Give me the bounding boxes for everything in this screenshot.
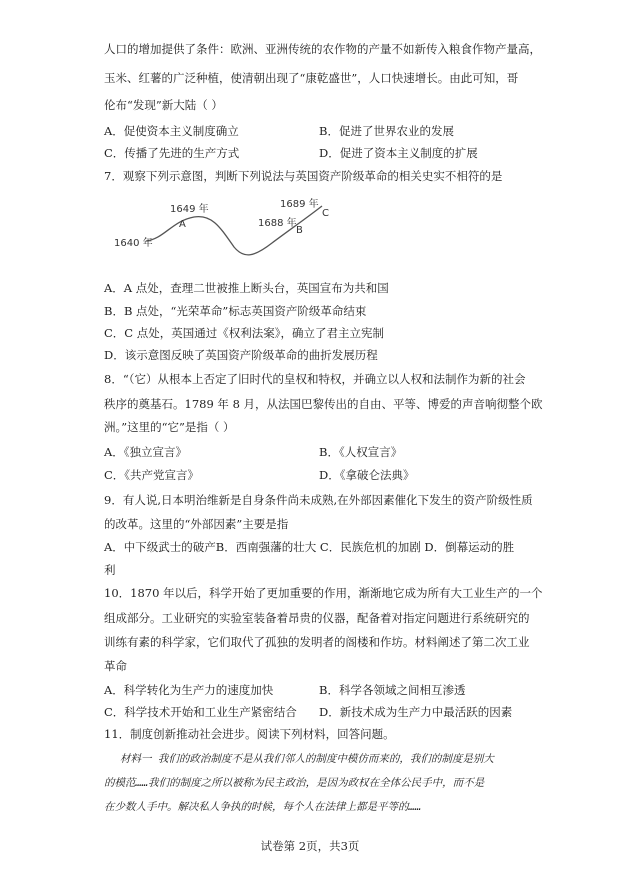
q7-option-b[interactable]: B．B 点处，“光荣革命”标志英国资产阶级革命结束 [104,304,367,318]
point-a-label: A [179,219,186,230]
q8-stem-line-3: 洲。”这里的“它”是指（ ） [104,420,235,434]
q8-option-b[interactable]: B．《人权宣言》 [319,445,403,459]
q7-option-d[interactable]: D．该示意图反映了英国资产阶级革命的曲折发展历程 [104,348,378,362]
q10-option-b[interactable]: B．科学各领域之间相互渗透 [319,683,466,697]
q10-stem-line-3: 训练有素的科学家，它们取代了孤独的发明者的阁楼和作坊。材料阐述了第二次工业 [104,635,530,649]
q9-options-wrap: 利 [104,563,116,577]
q10-option-a[interactable]: A．科学转化为生产力的速度加快 [104,683,274,697]
page-footer: 试卷第 2页，共3页 [260,839,360,853]
label-1689: 1689 年 [280,199,319,210]
q6-stem-line-2: 玉米、红薯的广泛种植，使清朝出现了“康乾盛世”，人口快速增长。由此可知，哥 [104,71,519,85]
q7-stem: 7．观察下列示意图，判断下列说法与英国资产阶级革命的相关史实不相符的是 [104,169,503,183]
material-1-line-1: 材料一 我们的政治制度不是从我们邻人的制度中模仿而来的，我们的制度是别大 [120,753,494,765]
q8-option-a[interactable]: A．《独立宣言》 [104,445,188,459]
q6-stem-line-3: 伦布“发现”新大陆（ ） [104,98,223,112]
q9-stem-line-2: 的改革。这里的“外部因素”主要是指 [104,517,289,531]
q7-option-c[interactable]: C．C 点处，英国通过《权利法案》，确立了君主立宪制 [104,326,385,340]
q9-stem-line-1: 9．有人说,日本明治维新是自身条件尚未成熟,在外部因素催化下发生的资产阶级性质 [104,493,533,507]
q10-option-c[interactable]: C．科学技术开始和工业生产紧密结合 [104,705,297,719]
q8-stem-line-1: 8．“（它）从根本上否定了旧时代的皇权和特权，并确立以人权和法制作为新的社会 [104,372,526,386]
q10-stem-line-4: 革命 [104,659,127,673]
label-1688: 1688 年 [258,218,297,229]
point-b-label: B [296,225,303,236]
label-1649: 1649 年 [170,204,209,215]
q10-stem-line-2: 组成部分。工业研究的实验室装备着昂贵的仪器，配备着对指定问题进行系统研究的 [104,611,530,625]
q6-option-c[interactable]: C．传播了先进的生产方式 [104,146,240,160]
q6-stem-line-1: 人口的增加提供了条件：欧洲、亚洲传统的农作物的产量不如新传入粮食作物产量高， [104,42,541,56]
q9-options-line[interactable]: A．中下级武士的破产B．西南强藩的壮大 C．民族危机的加剧 D．倒幕运动的胜 [104,540,515,554]
material-1-line-2: 的模范……我们的制度之所以被称为民主政治，是因为政权在全体公民手中，而不是 [104,777,485,789]
revolution-wave-diagram [112,193,342,265]
q8-stem-line-2: 秩序的奠基石。1789 年 8 月，从法国巴黎传出的自由、平等、博爱的声音响彻整个欧 [104,397,543,411]
material-1-line-3: 在少数人手中。解决私人争执的时候，每个人在法律上都是平等的…… [104,801,422,813]
q6-option-a[interactable]: A．促使资本主义制度确立 [104,124,239,138]
q6-option-d[interactable]: D．促进了资本主义制度的扩展 [319,146,478,160]
q10-option-d[interactable]: D．新技术成为生产力中最活跃的因素 [319,705,513,719]
q8-option-c[interactable]: C．《共产党宣言》 [104,468,200,482]
q6-option-b[interactable]: B．促进了世界农业的发展 [319,124,454,138]
q10-stem-line-1: 10．1870 年以后，科学开始了更加重要的作用，渐渐地它成为所有大工业生产的一个 [104,586,543,600]
q11-stem: 11．制度创新推动社会进步。阅读下列材料，回答问题。 [104,727,395,741]
label-1640: 1640 年 [114,238,153,249]
point-c-label: C [322,208,329,219]
q8-option-d[interactable]: D．《拿破仑法典》 [319,468,415,482]
q7-option-a[interactable]: A．A 点处，查理二世被推上断头台，英国宣布为共和国 [104,281,389,295]
